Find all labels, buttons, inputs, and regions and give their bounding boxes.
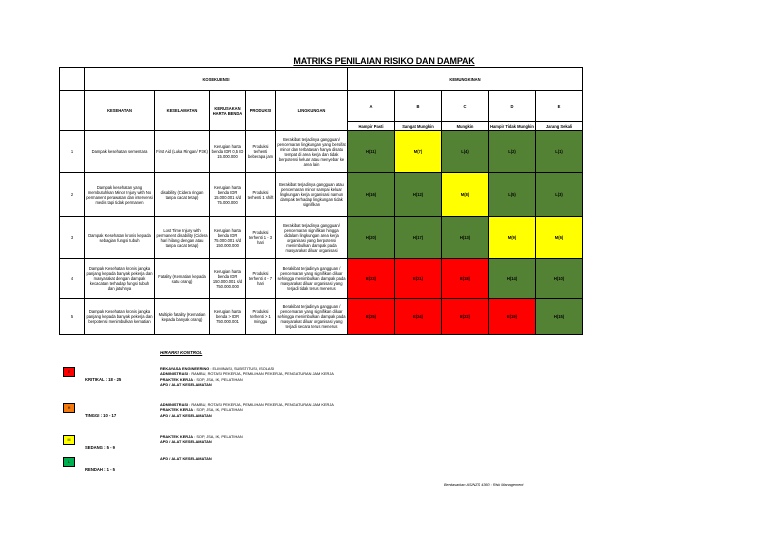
control-name: APD / ALAT KESELAMATAN [160, 456, 212, 461]
column-header-harta: KERUSAKAN HARTA BENDA [210, 91, 246, 131]
risk-level-cell: E(22) [442, 299, 489, 335]
cell-harta: Kerugian harta benda IDR 75.000.001 s/d 150.000.000 [210, 217, 246, 259]
cell-lingkungan: Berakibat terjadinya gangguan/ pencemaran signifikan hingga didalam lingkungan area kerja organisasi yang berpotensi menimbulkan dampak pada masyarakat diluar organisasi [276, 217, 348, 259]
risk-level-cell: L(4) [442, 131, 489, 173]
control-list [160, 456, 420, 461]
legend-label: KRITIKAL : 18 - 25 [85, 377, 122, 382]
cell-produksi: Produksi terhenti > 1 minggu [246, 299, 276, 335]
cell-produksi: Produksi terhenti 4 - 7 hari [246, 259, 276, 299]
cell-keselamatan: Fatality (Kematian kepada satu orang) [155, 259, 210, 299]
corner-cell [60, 68, 85, 91]
cell-kesehatan: Dampak Kesehatan kronis jangka panjang kepada banyak pekerja dan berpotensi menimbulkan kematian [85, 299, 155, 335]
column-header-kesehatan: KESEHATAN [85, 91, 155, 131]
risk-level-cell: H(13) [442, 217, 489, 259]
table-row [60, 131, 583, 173]
risk-level-cell: M(8) [442, 173, 489, 217]
cell-harta: Kerugian harta benda IDR 150.000.001 s/d 750.000.000 [210, 259, 246, 299]
likelihood-letter-a: A [348, 91, 395, 122]
control-item [160, 413, 420, 418]
cell-harta: Kerugian harta benda IDR 15.000.001 s/d 75.000.000 [210, 173, 246, 217]
control-item [160, 456, 420, 461]
cell-kesehatan: Dampak Kesehatan kronis jangka panjang kepada banyak pekerja dan masyarakat dengan dampak kecacatan terhadap fungsi tubuh dan jatuhnya [85, 259, 155, 299]
likelihood-label-e: Jarang Sekali [536, 122, 583, 131]
risk-level-cell: M(7) [395, 131, 442, 173]
cell-harta: Kerugian harta benda > IDR 750.000.001 [210, 299, 246, 335]
table-row [60, 173, 583, 217]
cell-lingkungan: Berakibat terjadinya gangguan / pencemaran yang signifikan diluar sehingga menimbulkan dampak pada masyarakat diluar organisasi yang terjadi secara terus menerus [276, 299, 348, 335]
control-name: APD / ALAT KESELAMATAN [160, 412, 212, 418]
footnote: Berdasarkan AS/NZS 4360 : Risk Management [444, 483, 524, 487]
risk-matrix-table [59, 67, 583, 335]
cell-kesehatan: Dampak kesehatan yang membutuhkan Minor Injury with No permanent perawatan dan intervensi medis tapi tidak permanen [85, 173, 155, 217]
likelihood-label-a: Hampir Pasti [348, 122, 395, 131]
risk-level-cell: E(19) [489, 299, 536, 335]
risk-level-cell: E(25) [348, 299, 395, 335]
row-number: 4 [60, 259, 85, 299]
legend-label: RENDAH : 1 - 5 [85, 467, 116, 472]
control-name: ADMINISTRASI [160, 371, 189, 377]
likelihood-letter-b: B [395, 91, 442, 122]
cell-lingkungan: Berakibat terjadinya gangguan atau pencemaran minor sampai keluar lingkungan kerja organisasi namun dampak terhadap lingkungan tidak signifikan [276, 173, 348, 217]
control-item [160, 382, 420, 387]
control-name: ADMINISTRASI [160, 402, 189, 407]
column-header-produksi: PRODUKSI [246, 91, 276, 131]
cell-produksi: Produksi terhenti 1 shift [246, 173, 276, 217]
legend-color-box: E [63, 367, 75, 377]
cell-harta: Kerugian harta benda IDR 0,5 ID 15.000.000 [210, 131, 246, 173]
cell-lingkungan: Berakibat terjadinya gangguan/ pencemaran lingkungan yang bersifat minor dan terbatasan hanya disatu tempat di area kerja dan tidak berpotensi keluar atau menyebar ke area lain [276, 131, 348, 173]
legend-color-box: H [63, 403, 75, 413]
control-list [160, 402, 420, 418]
control-name: PRAKTEK KERJA [160, 376, 194, 382]
cell-keselamatan: disability (Cidera ringan tanpa cacat tetap) [155, 173, 210, 217]
likelihood-label-c: Mungkin [442, 122, 489, 131]
risk-level-cell: H(11) [348, 131, 395, 173]
control-detail: : SOP, JSA, IK, PELATIHAN [193, 376, 243, 382]
risk-level-cell: H(15) [536, 299, 583, 335]
likelihood-letter-e: E [536, 91, 583, 122]
control-name: PRAKTEK KERJA [160, 407, 194, 413]
blank-cell [60, 91, 85, 131]
control-name: PRAKTEK KERJA [160, 434, 194, 439]
cell-kesehatan: Dampak kesehatan sementara [85, 131, 155, 173]
control-name: APD / ALAT KESELAMATAN [160, 381, 212, 387]
control-list [160, 434, 420, 445]
column-header-lingkungan: LINGKUNGAN [276, 91, 348, 131]
risk-level-cell: H(12) [395, 173, 442, 217]
legend-label: TINGGI : 10 - 17 [85, 413, 117, 418]
likelihood-letter-c: C [442, 91, 489, 122]
table-row [60, 259, 583, 299]
page-title: MATRIKS PENILAIAN RISIKO DAN DAMPAK [293, 56, 475, 66]
cell-produksi: Produksi terhenti 1 - 3 hari [246, 217, 276, 259]
risk-level-cell: L(2) [489, 131, 536, 173]
risk-level-cell: H(16) [348, 173, 395, 217]
row-number: 3 [60, 217, 85, 259]
risk-level-cell: H(10) [536, 259, 583, 299]
control-name: REKAYASA ENGINEERING [160, 366, 210, 371]
risk-level-cell: E(23) [348, 259, 395, 299]
consequence-header: KOSEKUENSI [85, 68, 348, 91]
risk-level-cell: E(18) [442, 259, 489, 299]
legend-color-box: L [63, 457, 75, 467]
likelihood-header: KEMUNGKINAN [348, 68, 583, 91]
table-row [60, 299, 583, 335]
row-number: 1 [60, 131, 85, 173]
row-number: 5 [60, 299, 85, 335]
cell-keselamatan: First Aid (Luka Ringan/ P3K) [155, 131, 210, 173]
legend-label: SEDANG : 5 - 9 [85, 445, 116, 450]
control-detail: : SOP, JSA, IK, PELATIHAN [193, 434, 243, 439]
cell-keselamatan: Lost Time Injury with permanent disability (Cidera hari hilang dengan atau tanpa cacat tetap) [155, 217, 210, 259]
cell-keselamatan: Multiple fatality (Kematian kepada banyak orang) [155, 299, 210, 335]
control-detail: : RAMBU, ROTASI PEKERJA, PEMILIHAN PEKERJA, PENGATURAN JAM KERJA [188, 371, 334, 377]
section-header-row [60, 68, 583, 91]
legend-color-box: M [63, 435, 75, 445]
risk-level-cell: E(21) [395, 259, 442, 299]
row-number: 2 [60, 173, 85, 217]
risk-level-cell: L(5) [489, 173, 536, 217]
control-detail: : ELIMINASI, SUBSTITUSI, ISOLASI [209, 366, 275, 371]
risk-level-cell: L(1) [536, 131, 583, 173]
cell-lingkungan: Berakibat terjadinya gangguan / pencemaran yang signifikan diluar sehingga menimbulkan dampak pada masyarakat diluar organisasi yang terjadi tidak terus menerus [276, 259, 348, 299]
control-item [160, 439, 420, 444]
risk-level-cell: H(20) [348, 217, 395, 259]
control-list [160, 366, 420, 387]
control-name: APD / ALAT KESELAMATAN [160, 439, 212, 445]
risk-level-cell: E(24) [395, 299, 442, 335]
risk-level-cell: M(9) [489, 217, 536, 259]
likelihood-label-d: Hampir Tidak Mungkin [490, 123, 534, 129]
risk-level-cell: H(17) [395, 217, 442, 259]
control-detail: : RAMBU, ROTASI PEKERJA, PEMILIHAN PEKERJA, PENGATURAN JAM KERJA [188, 402, 334, 407]
cell-produksi: Produksi terhenti beberapa jam [246, 131, 276, 173]
column-header-row [60, 91, 583, 122]
risk-level-cell: M(6) [536, 217, 583, 259]
column-header-keselamatan: KESELAMATAN [155, 91, 210, 131]
table-row [60, 217, 583, 259]
cell-kesehatan: Dampak Kesehatan kronis kepada sebagian fungsi tubuh [85, 217, 155, 259]
control-detail: : SOP, JSA, IK, PELATIHAN [193, 407, 243, 413]
risk-level-cell: H(14) [489, 259, 536, 299]
risk-level-cell: L(3) [536, 173, 583, 217]
likelihood-label-b: Sangat Mungkin [395, 122, 442, 131]
likelihood-letter-d: D [489, 91, 536, 122]
controls-title: HIRARKI KONTROL [160, 350, 203, 355]
